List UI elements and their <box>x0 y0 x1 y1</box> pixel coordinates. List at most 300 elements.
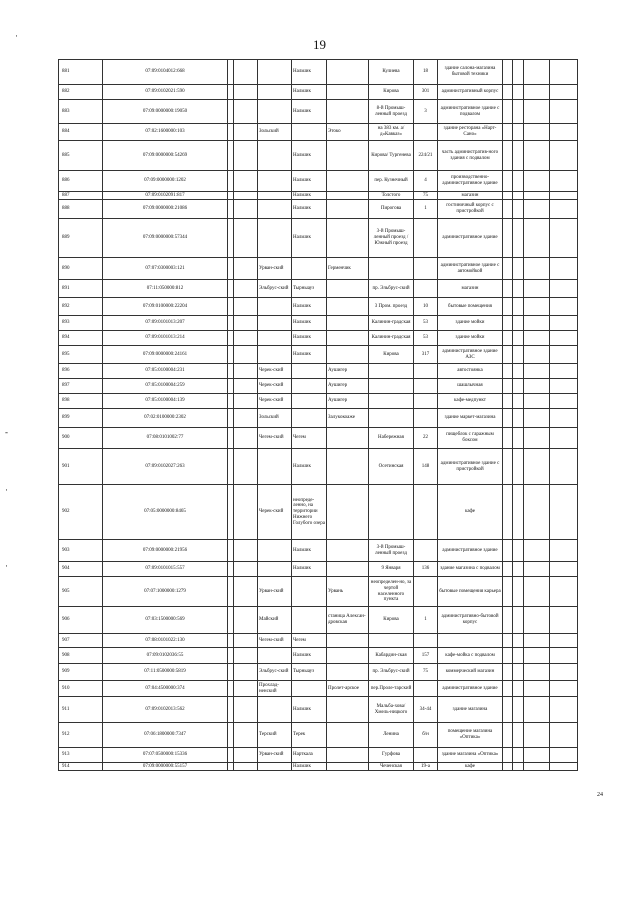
cell-cadastral: 07:09:0000000:55157 <box>103 763 228 771</box>
cell-house: 53 <box>414 316 438 331</box>
cell-empty <box>234 394 258 409</box>
cell-purpose: кафе-медпункт <box>438 394 503 409</box>
cell-house: 1 <box>414 200 438 219</box>
cell-locality: Нальчик <box>292 331 327 346</box>
cell-empty <box>524 124 550 141</box>
cell-settlement <box>327 634 369 648</box>
cell-house <box>414 379 438 394</box>
cell-empty <box>234 316 258 331</box>
table-row <box>59 394 578 409</box>
cell-locality: Нальчик <box>292 60 327 85</box>
cell-empty <box>503 379 513 394</box>
cell-empty <box>503 85 513 100</box>
cell-house <box>414 540 438 562</box>
cell-cadastral: 07:09:0000000:54269 <box>103 141 228 171</box>
cell-empty <box>513 607 524 634</box>
cell-street: на 383 км. а/д«Кавказ» <box>369 124 414 141</box>
cell-cadastral: 07:03:1500000:569 <box>103 607 228 634</box>
cell-empty <box>550 200 578 219</box>
cell-empty <box>503 394 513 409</box>
cell-settlement: станица Алексан-дровская <box>327 607 369 634</box>
cell-locality <box>292 124 327 141</box>
cell-empty <box>513 379 524 394</box>
cell-locality: Нальчик <box>292 200 327 219</box>
cell-empty <box>550 192 578 200</box>
cell-empty <box>503 763 513 771</box>
cell-empty <box>513 723 524 748</box>
cell-num: 882 <box>59 85 103 100</box>
cell-num: 897 <box>59 379 103 394</box>
cell-empty <box>524 280 550 298</box>
cell-locality: Нальчик <box>292 141 327 171</box>
cell-empty <box>234 485 258 540</box>
cell-house: 157 <box>414 648 438 664</box>
table-row <box>59 540 578 562</box>
cell-purpose: магазин <box>438 192 503 200</box>
cell-empty <box>503 141 513 171</box>
cell-empty <box>550 540 578 562</box>
cell-empty <box>550 763 578 771</box>
table-row <box>59 60 578 85</box>
cell-street: Мальба-хова/Хмель-ницкого <box>369 697 414 723</box>
cell-empty <box>503 634 513 648</box>
cell-empty <box>524 664 550 681</box>
cell-empty <box>513 577 524 607</box>
cell-district: Прохлад-ненский <box>258 681 292 697</box>
cell-district: Черек-ский <box>258 364 292 379</box>
cell-district <box>258 219 292 258</box>
cell-locality <box>292 364 327 379</box>
cell-settlement <box>327 748 369 763</box>
cell-empty <box>550 100 578 124</box>
cell-street: Кабардин-ская <box>369 648 414 664</box>
cell-empty <box>503 298 513 316</box>
cell-cadastral: 07:09:0100000:22204 <box>103 298 228 316</box>
cell-cadastral: 07:02:0100000:2302 <box>103 409 228 428</box>
cell-street: 3-й Промыш-ленный проезд /Южный проезд <box>369 219 414 258</box>
cell-house <box>414 577 438 607</box>
cell-purpose: пищеблок с гаражным боксом <box>438 428 503 449</box>
cell-street <box>369 634 414 648</box>
cell-empty <box>234 364 258 379</box>
cell-locality: Нальчик <box>292 763 327 771</box>
cell-district: Черек-ский <box>258 485 292 540</box>
cell-purpose: административное здание с подвалом <box>438 100 503 124</box>
cell-empty <box>234 219 258 258</box>
cell-street: Чеченская <box>369 763 414 771</box>
cell-street <box>369 258 414 280</box>
cell-locality: Нальчик <box>292 648 327 664</box>
cell-empty <box>513 409 524 428</box>
cell-num: 885 <box>59 141 103 171</box>
cell-num: 906 <box>59 607 103 634</box>
cell-house: 1 <box>414 607 438 634</box>
cell-empty <box>513 219 524 258</box>
cell-purpose: здание магазина с подвалом <box>438 562 503 577</box>
cell-settlement <box>327 449 369 485</box>
cell-settlement <box>327 562 369 577</box>
cell-purpose: административный корпус <box>438 85 503 100</box>
cell-purpose <box>438 634 503 648</box>
cell-empty <box>234 141 258 171</box>
cell-house: 317 <box>414 346 438 364</box>
cell-street: Калинин-градская <box>369 331 414 346</box>
table-row <box>59 298 578 316</box>
cell-district <box>258 316 292 331</box>
cell-district <box>258 200 292 219</box>
cell-empty <box>234 331 258 346</box>
cell-num: 900 <box>59 428 103 449</box>
cell-empty <box>234 346 258 364</box>
cell-cadastral: 07:09:0101015:557 <box>103 562 228 577</box>
cell-street: Калинин-градская <box>369 316 414 331</box>
cell-empty <box>503 171 513 192</box>
cell-empty <box>234 100 258 124</box>
cell-num: 912 <box>59 723 103 748</box>
cell-district <box>258 298 292 316</box>
cell-num: 901 <box>59 449 103 485</box>
cell-empty <box>550 379 578 394</box>
cell-purpose: помещение магазина «Оптика» <box>438 723 503 748</box>
table-row <box>59 562 578 577</box>
cell-street <box>369 409 414 428</box>
cell-house: 53 <box>414 331 438 346</box>
cell-empty <box>503 258 513 280</box>
table-row <box>59 449 578 485</box>
cell-empty <box>524 577 550 607</box>
cell-district: Эльбрус-ский <box>258 664 292 681</box>
cell-empty <box>550 681 578 697</box>
cell-empty <box>550 648 578 664</box>
cell-empty <box>524 331 550 346</box>
table-row <box>59 428 578 449</box>
cell-empty <box>550 219 578 258</box>
cell-settlement <box>327 763 369 771</box>
cell-street: неопределен-но, за чертой населенного пункта <box>369 577 414 607</box>
cell-settlement <box>327 331 369 346</box>
table-row <box>59 648 578 664</box>
cell-street: Гурфова <box>369 748 414 763</box>
cell-empty <box>524 648 550 664</box>
cell-empty <box>524 540 550 562</box>
cell-settlement: Залукокоаже <box>327 409 369 428</box>
cell-district: Чегем-ский <box>258 634 292 648</box>
cell-empty <box>524 394 550 409</box>
cell-street: Ленина <box>369 723 414 748</box>
cell-empty <box>513 258 524 280</box>
cell-empty <box>513 681 524 697</box>
cell-empty <box>513 748 524 763</box>
cell-street: Набережная <box>369 428 414 449</box>
cell-empty <box>503 723 513 748</box>
cell-district <box>258 346 292 364</box>
cell-empty <box>234 192 258 200</box>
cell-street <box>369 379 414 394</box>
cell-empty <box>503 331 513 346</box>
cell-empty <box>524 219 550 258</box>
cell-house: 3 <box>414 100 438 124</box>
cell-house <box>414 748 438 763</box>
cell-settlement <box>327 697 369 723</box>
cell-empty <box>503 562 513 577</box>
cell-locality <box>292 409 327 428</box>
scan-mark: · <box>5 485 8 495</box>
cell-empty <box>513 634 524 648</box>
cell-cadastral: 07:11:050000:812 <box>103 280 228 298</box>
cell-district: Майский <box>258 607 292 634</box>
cell-num: 890 <box>59 258 103 280</box>
cell-cadastral: 07:05:0100004:139 <box>103 394 228 409</box>
cell-empty <box>513 141 524 171</box>
cell-purpose: магазин <box>438 280 503 298</box>
cell-purpose: кафе <box>438 763 503 771</box>
table-row <box>59 697 578 723</box>
cell-empty <box>513 124 524 141</box>
cell-empty <box>550 748 578 763</box>
cell-empty <box>524 723 550 748</box>
cell-settlement: Урвань <box>327 577 369 607</box>
cell-locality: Нальчик <box>292 562 327 577</box>
cell-empty <box>234 681 258 697</box>
cell-empty <box>524 562 550 577</box>
table-row <box>59 331 578 346</box>
cell-district: Эльбрус-ский <box>258 280 292 298</box>
table-row <box>59 346 578 364</box>
table-row <box>59 100 578 124</box>
cell-num: 898 <box>59 394 103 409</box>
cell-empty <box>234 562 258 577</box>
cell-empty <box>503 60 513 85</box>
cell-empty <box>503 648 513 664</box>
cell-purpose: административное здание <box>438 681 503 697</box>
cell-district <box>258 85 292 100</box>
cell-street: пр. Эльбрус-ский <box>369 664 414 681</box>
cell-empty <box>503 409 513 428</box>
table-row <box>59 192 578 200</box>
cell-purpose: здание салона-магазина бытовой техники <box>438 60 503 85</box>
cell-empty <box>234 171 258 192</box>
table-row <box>59 316 578 331</box>
cell-locality: Нарткала <box>292 748 327 763</box>
cell-empty <box>513 280 524 298</box>
cell-empty <box>513 364 524 379</box>
cell-num: 895 <box>59 346 103 364</box>
cell-num: 893 <box>59 316 103 331</box>
cell-num: 907 <box>59 634 103 648</box>
cell-empty <box>550 634 578 648</box>
table-row <box>59 723 578 748</box>
cell-empty <box>503 681 513 697</box>
cell-street: 3-й Промыш-ленный проезд <box>369 540 414 562</box>
cell-empty <box>524 485 550 540</box>
cell-house: 224/21 <box>414 141 438 171</box>
cell-purpose: часть административ-ного здания с подвалом <box>438 141 503 171</box>
cell-purpose: здание мойки <box>438 331 503 346</box>
cell-empty <box>524 200 550 219</box>
cell-empty <box>550 664 578 681</box>
cell-settlement <box>327 200 369 219</box>
cell-locality: Нальчик <box>292 346 327 364</box>
cell-settlement <box>327 280 369 298</box>
cell-cadastral: 07:02:1600000:103 <box>103 124 228 141</box>
cell-locality <box>292 681 327 697</box>
cell-cadastral: 07:09:0000000:19050 <box>103 100 228 124</box>
table-row <box>59 634 578 648</box>
cell-num: 887 <box>59 192 103 200</box>
cell-cadastral: 07:09:0102091:817 <box>103 192 228 200</box>
cell-district: Черек-ский <box>258 379 292 394</box>
cell-empty <box>234 85 258 100</box>
cell-settlement <box>327 485 369 540</box>
cell-empty <box>550 85 578 100</box>
cell-empty <box>503 316 513 331</box>
cell-district <box>258 763 292 771</box>
registry-rows <box>59 60 578 771</box>
cell-house <box>414 364 438 379</box>
cell-settlement <box>327 141 369 171</box>
cell-empty <box>550 331 578 346</box>
cell-num: 914 <box>59 763 103 771</box>
cell-empty <box>513 697 524 723</box>
cell-purpose: кафе-мойка с подвалом <box>438 648 503 664</box>
cell-street: Кирова <box>369 607 414 634</box>
cell-house: б/н <box>414 723 438 748</box>
cell-district <box>258 141 292 171</box>
cell-settlement <box>327 60 369 85</box>
cell-district <box>258 449 292 485</box>
cell-num: 883 <box>59 100 103 124</box>
cell-locality: Тырныауз <box>292 664 327 681</box>
cell-locality: Нальчик <box>292 449 327 485</box>
cell-cadastral: 07:09:0102027:263 <box>103 449 228 485</box>
cell-empty <box>234 428 258 449</box>
table-row <box>59 681 578 697</box>
cell-empty <box>550 124 578 141</box>
cell-house: 4 <box>414 171 438 192</box>
cell-empty <box>513 485 524 540</box>
cell-settlement <box>327 428 369 449</box>
cell-locality: Терек <box>292 723 327 748</box>
cell-cadastral: 07:09:0000000:57344 <box>103 219 228 258</box>
table-row <box>59 141 578 171</box>
cell-street: Кирова/ Тургенева <box>369 141 414 171</box>
cell-settlement <box>327 219 369 258</box>
cell-district: Зольский <box>258 409 292 428</box>
cell-purpose: административно-бытовой корпус <box>438 607 503 634</box>
cell-num: 903 <box>59 540 103 562</box>
cell-empty <box>524 409 550 428</box>
cell-empty <box>513 298 524 316</box>
cell-empty <box>234 124 258 141</box>
cell-locality <box>292 577 327 607</box>
cell-empty <box>524 449 550 485</box>
cell-house: 136 <box>414 562 438 577</box>
cell-empty <box>503 485 513 540</box>
cell-settlement <box>327 346 369 364</box>
cell-locality: неопреде-ленно, на территории Нижнего Голубого озера <box>292 485 327 540</box>
cell-house <box>414 394 438 409</box>
cell-house: 148 <box>414 449 438 485</box>
cell-district: Урван-ский <box>258 748 292 763</box>
cell-locality: Нальчик <box>292 85 327 100</box>
scan-mark: - <box>5 427 8 437</box>
cell-empty <box>550 298 578 316</box>
cell-empty <box>503 449 513 485</box>
cell-num: 886 <box>59 171 103 192</box>
table-row <box>59 607 578 634</box>
cell-house: 75 <box>414 192 438 200</box>
cell-empty <box>524 171 550 192</box>
cell-street: пер.Проле-тарский <box>369 681 414 697</box>
cell-street: Кирова <box>369 346 414 364</box>
cell-house <box>414 485 438 540</box>
cell-cadastral: 07:09:0000000:21956 <box>103 540 228 562</box>
cell-empty <box>524 748 550 763</box>
cell-locality: Нальчик <box>292 316 327 331</box>
cell-num: 905 <box>59 577 103 607</box>
cell-house <box>414 681 438 697</box>
cell-district <box>258 60 292 85</box>
cell-house: 75 <box>414 664 438 681</box>
cell-empty <box>513 449 524 485</box>
cell-house: 22 <box>414 428 438 449</box>
cell-empty <box>524 763 550 771</box>
table-row <box>59 200 578 219</box>
cell-empty <box>234 648 258 664</box>
table-row <box>59 577 578 607</box>
cell-house: 19-а <box>414 763 438 771</box>
cell-locality <box>292 394 327 409</box>
cell-empty <box>513 171 524 192</box>
cell-purpose: здание мойки <box>438 316 503 331</box>
cell-empty <box>234 763 258 771</box>
scan-mark: · <box>5 561 8 571</box>
cell-cadastral: 07:04:4500000:374 <box>103 681 228 697</box>
cell-empty <box>524 681 550 697</box>
cell-empty <box>503 124 513 141</box>
cell-empty <box>524 141 550 171</box>
cell-num: 899 <box>59 409 103 428</box>
cell-house <box>414 124 438 141</box>
cell-cadastral: 07:09:0102036:55 <box>103 648 228 664</box>
cell-settlement <box>327 664 369 681</box>
cell-empty <box>234 200 258 219</box>
cell-empty <box>524 85 550 100</box>
cell-num: 908 <box>59 648 103 664</box>
cell-cadastral: 07:05:0100004:259 <box>103 379 228 394</box>
cell-street: Пирогова <box>369 200 414 219</box>
cell-empty <box>234 280 258 298</box>
cell-settlement <box>327 85 369 100</box>
cell-empty <box>503 364 513 379</box>
cell-street: Кирова <box>369 85 414 100</box>
cell-empty <box>503 280 513 298</box>
cell-empty <box>513 100 524 124</box>
cell-empty <box>524 607 550 634</box>
cell-street: 8-й Промыш-ленный проезд <box>369 100 414 124</box>
cell-empty <box>503 428 513 449</box>
cell-locality: Нальчик <box>292 540 327 562</box>
cell-empty <box>513 85 524 100</box>
cell-house: 18 <box>414 60 438 85</box>
cell-empty <box>503 607 513 634</box>
cell-empty <box>550 280 578 298</box>
cell-purpose: бытовые помещения <box>438 298 503 316</box>
cell-house <box>414 219 438 258</box>
cell-empty <box>513 763 524 771</box>
scan-mark: · <box>15 31 18 41</box>
cell-street: пр. Эльбрус-ский <box>369 280 414 298</box>
